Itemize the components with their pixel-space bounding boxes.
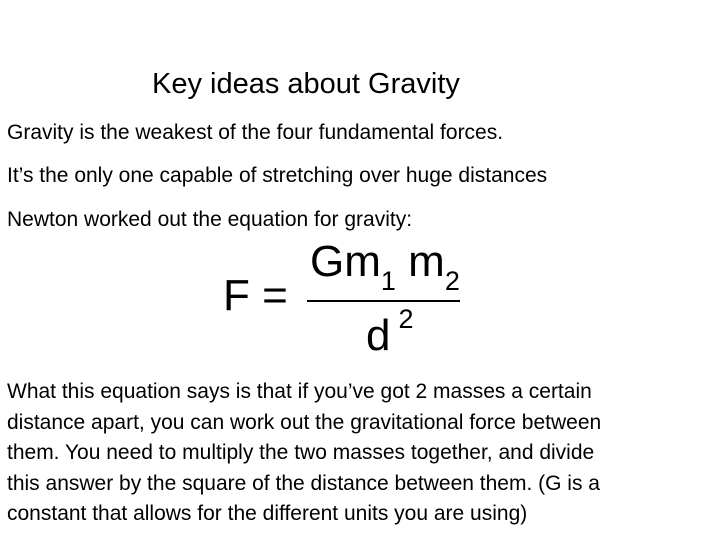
denominator-d: d [366,311,391,360]
gravity-equation [220,238,470,363]
paragraph-line: this answer by the square of the distance between them. (G is a [7,471,600,495]
text-line-huge-distances: It’s the only one capable of stretching over huge distances [7,164,548,187]
numerator-sub-1: 1 [380,266,396,296]
numerator-m: m [395,237,445,286]
equation-denominator [366,304,414,363]
text-line-newton-equation: Newton worked out the equation for gravity: [7,208,413,231]
explanation-paragraph [7,377,713,530]
fraction-bar [307,300,460,302]
numerator-gm: Gm [310,237,381,286]
paragraph-line: them. You need to multiply the two masses together, and divide [7,441,595,464]
paragraph-line: distance apart, you can work out the gravitational force between [7,410,602,434]
slide-title: Key ideas about Gravity [152,68,460,100]
denominator-exponent: 2 [398,304,414,334]
paragraph-line: What this equation says is that if you’ve got 2 masses a certain [7,380,592,403]
numerator-sub-2: 2 [444,266,460,296]
text-line-weakest-force: Gravity is the weakest of the four fundamental forces. [7,121,504,144]
equation-lhs: F = [223,271,288,320]
paragraph-line: constant that allows for the different units you are using) [7,502,528,525]
equation-numerator [310,237,460,296]
